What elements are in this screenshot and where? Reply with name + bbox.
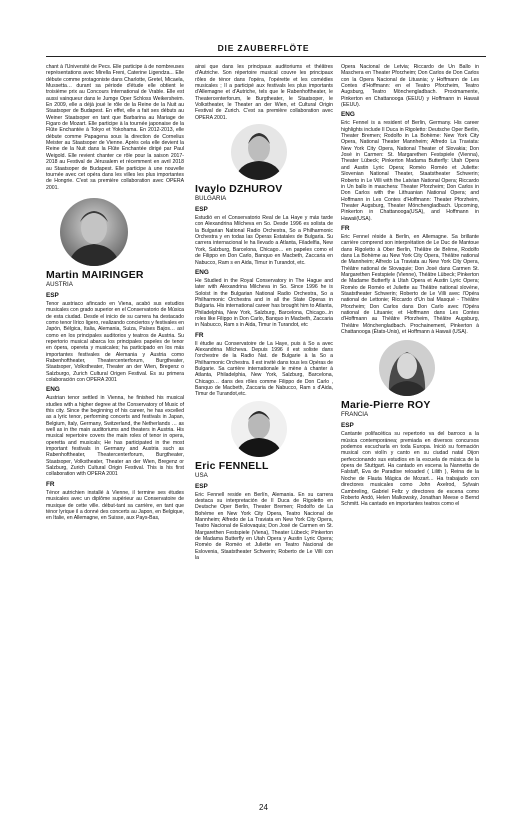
- language-label-eng: ENG: [341, 111, 355, 119]
- artist-country: USA: [195, 471, 208, 479]
- language-label-esp: ESP: [195, 482, 208, 490]
- portrait-eric-fennell: [231, 401, 287, 457]
- bio-text-esp: Tenor austriaco afincado en Viena, acabó sus estudios musicales con grado superior en el Conservatorio de Música de esta ciudad. Desde el inicio de su carrera ha destacado como tenor lírico ligero, realizando conciertos y festivales en Japón, Bélgica, Italia, Alemania, Suiza, Países Bajos… así como en los principales auditorios y teatros de Austria. Su repertorio musical abarca los principales papeles de tenor en ópera, opereta y musicales; ha participado en los más importantes festivales de Alemania y Austria como Rabenhoftheater, Theatercenterforum, Burgtheater, Staatsoper, Volkstheater, Theater an der Wien, Bregenz o Salzburgo, Zurich Cultural Origen Festival. Es su primera colaboración con OPERA 2001: [46, 300, 185, 383]
- header-rule: [46, 56, 486, 57]
- artist-name: Marie-Pierre ROY: [341, 399, 431, 412]
- artist-name: Ivaylo DZHUROV: [195, 183, 283, 196]
- column-2: [195, 64, 333, 562]
- artist-country: FRANCIA: [341, 411, 369, 419]
- language-label-fr: FR: [46, 480, 55, 488]
- bio-text-fr: Ténor autrichien installé à Vienne, il termine ses études musicales avec un diplôme supérieur au Conservatoire de musique de cette ville. début-tant sa carrière, en tant que ténor lyrique il a donné des concerts au Japon, en Belgique, en Italie, en Allemagne, en Suisse, aux Pays-Bas,: [46, 489, 184, 522]
- bio-text: ainsi que dans les principaux auditoriums et théâtres d'Autriche. Son répertoire musical couvre les principaux rôles de ténor dans l'opéra, l'opérette et les comédies musicales ; Il a participé aux festivals les plus importants d'Allemagne et d'Autriche, tels que le Rabenhoftheater, le Theatercenterforum, le Burgtheater, le Staatsoper, le Volkstheater, le Theater an der Wien, et Cultural Origin Festival de Zurich. C'est sa première collaboration avec OPERA 2001.: [195, 64, 333, 121]
- portrait-martin-mairinger: [60, 198, 128, 266]
- artist-country: AUSTRIA: [46, 280, 73, 288]
- bio-text-eng: Austrian tenor settled in Vienna, he finished his musical studies with a higher degree at the Conservatory of Music of this city. Since the beginning of his career, he has excelled as a lyric tenor, performing concerts and festivals in Japan, Belgium, Italy, Germany, Switzerland, the Netherlands … as well as in the main auditoriums and theaters in Austria. His musical repertoire covers the main roles of tenor in opera, operetta and musicals; He has participated in the most important festivals in Germany and Austria such as Rabenhoftheater, Theatercenterforum, Burgtheater, Staatsoper, Volkstheater, Theater an der Wien, Bregenz or Salzburg, Zurich Cultural Origin Festival. This is his first collaboration with OPERA 2001: [46, 395, 184, 478]
- column-1: [46, 64, 184, 523]
- bio-text-eng: Eric Fennel is a resident of Berlin, Germany. His career highlights include Il Duca in Rigoletto: Deutsche Oper Berlin, Theater Bremen; Rodolfo in La Bohème: New York City Opera, National Theater Mannheim; Alfredo La Traviata: New York City Opera, National Theater of Slovakia; Don José in Carmen: St. Margarethen Festspiele (Vienna), Theater Lübeck; Pinkerton Madama Butterfly: Utah Opera and Austin Lyric Opera; Roméo Roméo et Juliette: Slovenian National Theater, Staatstheater Schwerin; Roberto in Le Villi with the Latvian National Opera; Riccardo in Un ballo in maschera: Theater Pforzheim; Don Carlos in Don Carlos with the Lithuanian National Opera; and Hoffmann in Les Contes d'Hoffmann: Theater Pforzheim, Theater Augsburg, Theater Mönchengladbach. Upcoming, Pinkerton in Chattanooga(USA), and Hoffmann in Hawaii(USA).: [341, 120, 479, 222]
- bio-text-esp: Cantante polifacética su repertorio va del barroco a la música contemporánea; premiada en diversos concursos podemos escucharla en toda Europa. Inició su formación musical con violín y canto en su ciudad natal Dijon perfeccionando sus estudios en la escuela de música de la ópera de Stuttgart. Ha cantado en escena la Nannetta de Falstaff, Eva de Paradise reloaded ( Lilith ), Reina de la Noche de Flauta Mágica de Mozart… Ha trabajado con directores musicales como John Axelrod, Sylvain Cambreling, Gabriel Feltz y directores de escena como Roberto Andó, Helen Malkowsky, Jonathan Meese o Bernd Schmitt. Ha cantado en importantes teatros como el: [341, 431, 479, 508]
- bio-text: chant à l'Université de Pecs. Elle participe à de nombreuses représentations avec Mirella Freni, Caterine Ligendza... Elle débute comme protagoniste dans Charlotte, Gretel, Micaela, Mussetta… durant sa période d'étude elle obtient le troisième prix au Concours International de Vrable. Elle est aussi vainqueur dans le Jumge Oper Schloss Weikersheim. En 2009, elle a déjà joué le rôle de la Reine de la Nuit au Staatsoper de Budapest. En effet, elle a fait ses débuts au Weiner Staatsoper en tant que Barbarina au Mariage de Figaro de Mozart. Elle participe à la tournée japonaise de la Flûte Enchantée à Tokyo et Yokohama. En 2012-2013, elle débute comme Papagena sous la direction de Cornelius Meister au Staatsoper de Vienne. Après cela elle devient la Reine de la Nuit dans la Flûte Enchantée dirigé par Paul Weigold. Elle revient chanter ce rôle pour la saison 2017-2018 au Festival de Jérusalem et récemment en avril 2018 au Staatsoper de Budapest. Elle participe à une nouvelle tournée avec cet opéra dans les villes les plus importantes de Hongrie. C'est sa première collaboration avec OPERA 2001.: [46, 64, 184, 191]
- bio-text-eng: He Studied in the Royal Conservatory in The Hague and later with Alexandrina Milcheva in So. Since 1996 he is Soloist in the Bulgarian National Radio Orchestra, So a Philharmonic Orchestra and in all the State Operas in Bulgaria. His international career has brought him to Atlanta, Philadelphia, New York, Salzburg, Barcelona, Chicago...in roles like Filippo in Don Carlo, Banquo in Macbeth, Zaccaria in Nabucco, Ram s in Aida, Timur in Turandot, etc: [195, 277, 333, 329]
- bio-text-esp: Eric Fennell reside en Berlín, Alemania. En su carrera destaca su interpretación de Il Duca de Rigoletto en Deutsche Oper Berlin, Theater Bremen; Rodolfo de La Bohème en New York City Opera, Teatro Nacional de Mannheim; Alfredo de La Traviata en New York City Opera, Teatro Nacional de Eslovaquia; Don José de Carmen en St. Margarethen Festspiele (Viena), Theater Lübeck; Pinkerton de Madama Butterfly en Utah Opera y Austin Lyric Opera; Roméo de Roméo et Juliette en Teatro Nacional de Eslovenia, Staatstheater Schwerin; Roberto de Le Villi con la: [195, 491, 333, 562]
- language-label-esp: ESP: [195, 206, 208, 214]
- language-label-eng: ENG: [46, 386, 60, 394]
- bio-text: Opera Nacional de Letvia; Riccardo de Un Ballo in Maschera en Theater Pforzheim; Don Carlos de Don Carlos con la Opera Nacional de Lituania; y Hoffmann de Les Contes d'Hoffmann: en el Teatro Pforzheim, Teatro Augsburg, Teatro Mönchengladbach. Proximamente, Pinkerton en Chattanooga (EEUU) y Hoffmann in Hawaii (EEUU).: [341, 64, 479, 109]
- column-3: [341, 64, 479, 509]
- portrait-marie-pierre-roy: [379, 340, 435, 396]
- language-label-eng: ENG: [195, 268, 209, 276]
- language-label-esp: ESP: [341, 422, 354, 430]
- artist-name: Eric FENNELL: [195, 459, 269, 472]
- language-label-esp: ESP: [46, 291, 59, 299]
- bio-text-fr: Eric Fennel réside à Berlin, en Allemagne. Sa brillante carrière comprend son interprétation de Le Duc de Mantoue dans Rigoletto à Ober Berlin, Théâtre de Brême, Rodolfo dans La Bohème au New York City Opera, Théâtre national de Mannheim; Alfredo La Traviata au New York City Opera, Théâtre national de Slovaquie; Don José dans Carmen St. Margarethen Festspiele (Vienne), Théâtre Lübeck; Pinkerton de Madame Butterfly à Utah Opera et Austin Lyric Opera; Roméo de Roméo et Juliette au Théâtre national slovène, Staatstheater Schwerin; Roberto de Le Villi avec l'Opéra national de Lettonie; Riccardo d'Un bal Masqué - Théâtre Pforzheim; Don Carlos dans Don Carlo avec l'Opéra national de Lituanie; et Hoffmann dans Les Contes d'Hoffmann au Théâtre Pforzheim, Théâtre Augsburg, Théâtre Mönchengladbach. Prochainement, Pinkerton à Chattanooga (États-Unis), et Hoffmann à Hawaii (USA).: [341, 233, 479, 336]
- portrait-ivaylo-dzhurov: [231, 124, 287, 180]
- language-label-fr: FR: [341, 224, 350, 232]
- photo-area: [46, 192, 184, 268]
- artist-country: BULGARIA: [195, 195, 227, 203]
- bio-text-esp: Estudió en el Conservatorio Real de La Haye y más tarde con Alexandrina Milcheva en So. Desde 1996 es solista de la Bulgarian National Radio Orchestra, So a Philharmonic Orchestra y en todas las Óperas Estatales de Bulgaria. Su carrera internacional le ha llevado a Atlanta, Filadelfia, New York, Salzburg, Barcelona, Chicago… en papeles como el de Filippo en Don Carlo, Banquo en Macbeth, Zaccaria en Nabucco, Ram s en Aida, Timur in Turandot, etc.: [195, 215, 333, 266]
- photo-area: [195, 122, 333, 182]
- bio-text-fr: Il étudie au Conservatoire de La Haye, puis à So a avec Alexandrina Milcheva. Depuis 1996 il est soliste dans l'orchestre de la Radio Nat. de Bulgarie à la So a Philharmonic Orchestra. Il est invité dans tous les Opéras de Bulgarie. Sa carrière internationale le mène à chanter à Atlanta, Philadelphia, New York, Salzburg, Barcelona, Chicago… dans des rôles comme Filippo de Don Carlo , Banquo de Macbeth, Zaccaria de Nabucco, Ram s d'Aida, Timur de Turandot,etc.: [195, 340, 334, 398]
- page-number: 24: [259, 803, 268, 812]
- photo-area: [195, 399, 333, 459]
- language-label-fr: FR: [195, 331, 204, 339]
- photo-area: [341, 336, 479, 398]
- running-title: DIE ZAUBERFLÖTE: [217, 43, 310, 53]
- artist-name: Martin MAIRINGER: [46, 268, 144, 281]
